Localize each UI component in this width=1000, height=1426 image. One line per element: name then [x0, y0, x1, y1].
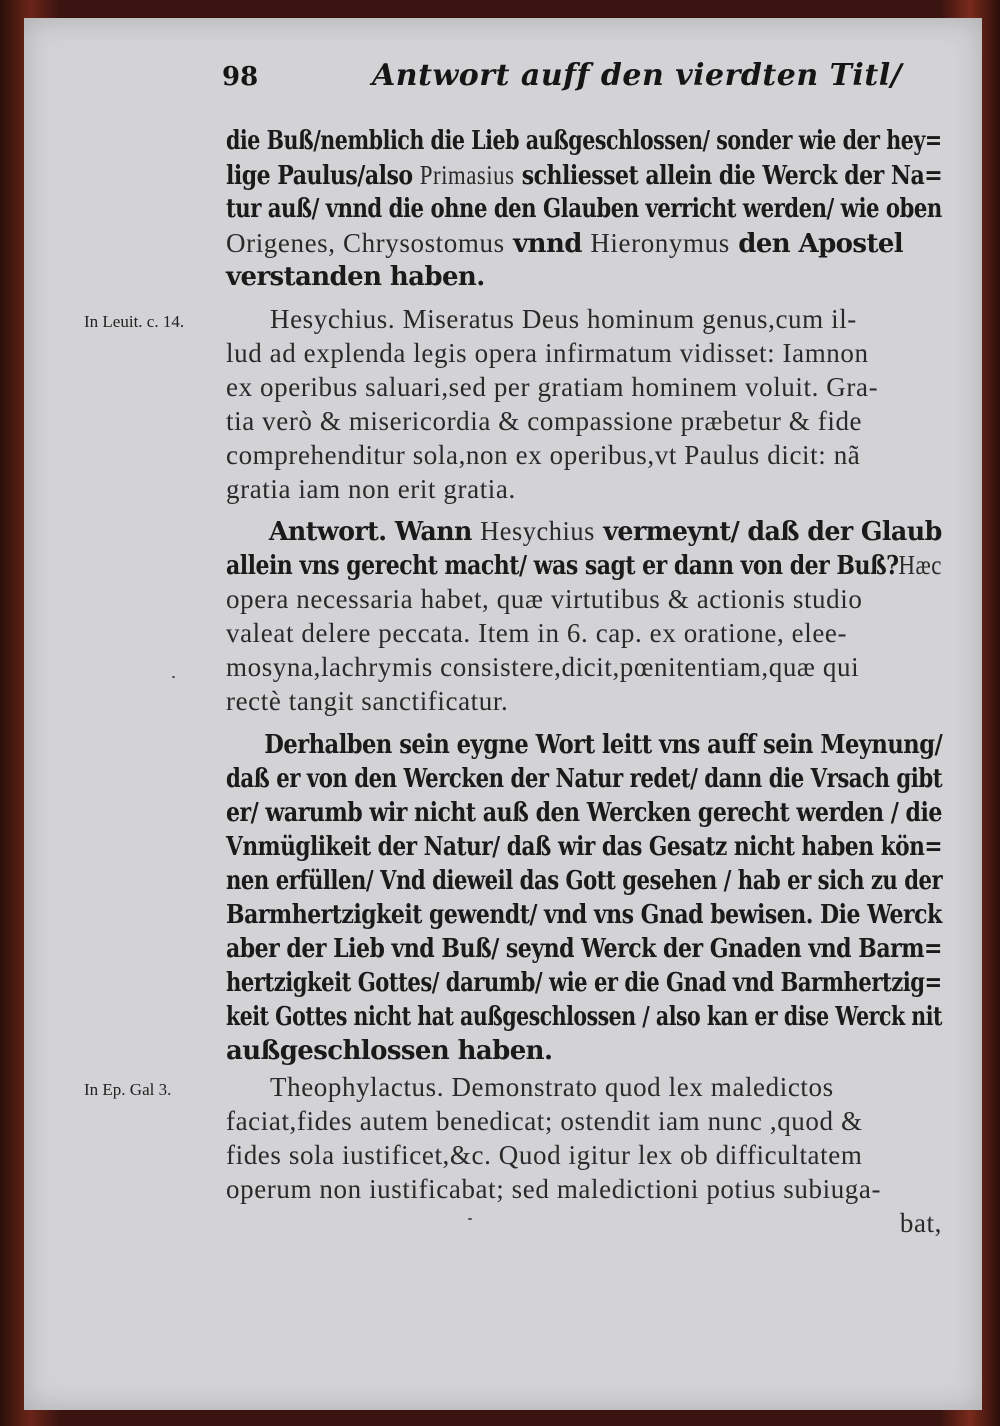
text-line: bat, [899, 1208, 942, 1238]
paper-speck [468, 1218, 472, 1220]
text-line: gratia iam non erit gratia. [226, 474, 516, 504]
text-line: Derhalben sein eygne Wort leitt vns auff sein Meynung/ [264, 730, 943, 760]
text-line: Theophylactus. Demonstrato quod lex maledictos [270, 1072, 834, 1102]
text-line: faciat,fides autem benedicat; ostendit iam nunc ,quod & [226, 1106, 863, 1136]
text-line: außgeschlossen haben. [226, 1036, 553, 1066]
text-line: Antwort. Wann Hesychius vermeynt/ daß der Glaub [268, 516, 942, 547]
text-line: daß er von den Wercken der Natur redet/ dann die Vrsach gibt [226, 764, 943, 794]
text-line: Vnmüglikeit der Natur/ daß wir das Gesatz nicht haben kön= [226, 832, 943, 862]
text-line: verstanden haben. [226, 262, 485, 292]
text-line: fides sola iustificet,&c. Quod igitur lex ob difficultatem [226, 1140, 863, 1170]
margin-note-gal: In Ep. Gal 3. [84, 1080, 172, 1099]
text-line: rectè tangit sanctificatur. [226, 686, 509, 716]
text-line: nen erfüllen/ Vnd dieweil das Gott gesehen / hab er sich zu der [226, 866, 943, 896]
text-line: aber der Lieb vnd Buß/ seynd Werck der Gnaden vnd Barm= [226, 934, 942, 964]
text-line: Hesychius. Miseratus Deus hominum genus,cum il- [270, 304, 857, 334]
page-header [222, 58, 903, 108]
text-line: ex operibus saluari,sed per gratiam hominem voluit. Gra- [226, 372, 879, 402]
text-line: lud ad explenda legis opera infirmatum vidisset: Iamnon [226, 338, 869, 368]
text-line: valeat delere peccata. Item in 6. cap. ex oratione, elee- [226, 618, 848, 648]
text-line: er/ warumb wir nicht auß den Wercken gerecht werden / die [226, 798, 942, 828]
text-line: operum non iustificabat; sed maledictioni potius subiuga- [226, 1174, 882, 1204]
running-head: Antwort auff den vierdten Titl/ [372, 58, 903, 93]
text-line: keit Gottes nicht hat außgeschlossen / also kan er dise Werck nit [226, 1002, 942, 1032]
text-line: allein vns gerecht macht/ was sagt er dann von der Buß?Hæc [226, 550, 942, 581]
text-line: opera necessaria habet, quæ virtutibus & actionis studio [226, 584, 863, 614]
text-line: tia verò & misericordia & compassione præbetur & fide [226, 406, 863, 436]
text-line: mosyna,lachrymis consistere,dicit,pœnitentiam,quæ qui [226, 652, 860, 682]
text-line: die Buß/nemblich die Lieb außgeschlossen/ sonder wie der hey= [226, 126, 942, 156]
text-line: hertzigkeit Gottes/ darumb/ wie er die Gnad vnd Barmhertzig= [226, 968, 942, 998]
text-line: Barmhertzigkeit gewendt/ vnd vns Gnad bewisen. Die Werck [226, 900, 942, 930]
margin-note-leuit: In Leuit. c. 14. [84, 312, 185, 331]
page-number: 98 [222, 62, 259, 92]
text-line: tur auß/ vnnd die ohne den Glauben verricht werden/ wie oben [226, 194, 942, 224]
paper-speck [172, 676, 175, 678]
text-line: Origenes, Chrysostomus vnnd Hieronymus den Apostel [226, 228, 904, 259]
text-line: lige Paulus/also Primasius schliesset allein die Werck der Na= [226, 160, 943, 191]
text-line: comprehenditur sola,non ex operibus,vt Paulus dicit: nã [226, 440, 861, 470]
